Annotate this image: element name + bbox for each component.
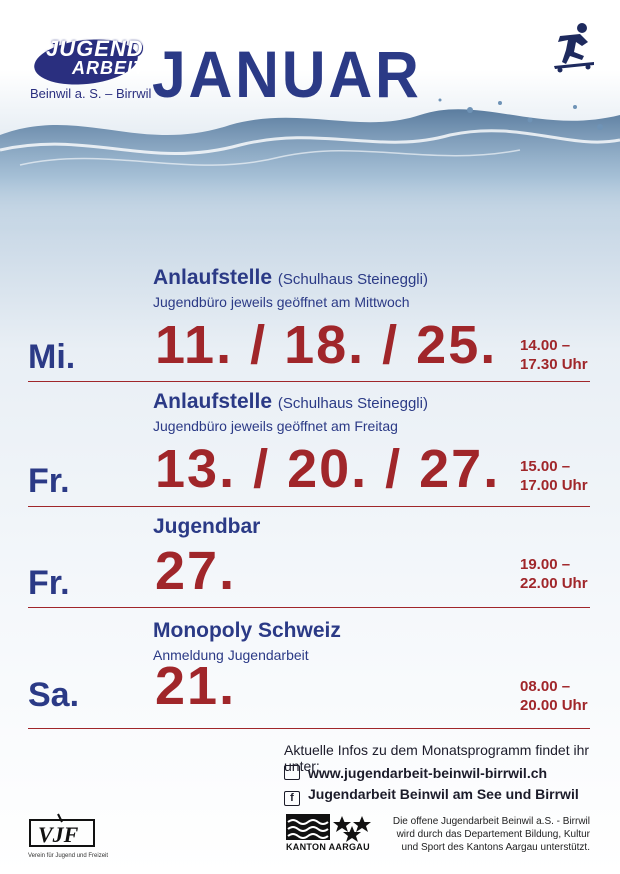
event-2-dates: 13. / 20. / 27. [155, 439, 501, 499]
divider [28, 381, 590, 382]
event-2-title [153, 390, 428, 414]
logo-subtitle: Beinwil a. S. – Birrwil [30, 86, 152, 101]
event-4-subtitle: Anmeldung Jugendarbeit [153, 647, 309, 663]
event-4-time [520, 677, 588, 715]
event-3-day: Fr. [28, 564, 70, 602]
month-title: JANUAR [152, 37, 422, 111]
event-1-location: (Schulhaus Steineggli) [277, 271, 428, 288]
info-heading: Aktuelle Infos zu dem Monatsprogramm findet ihr unter: [284, 742, 590, 774]
event-2-time-start: 15.00 – [520, 458, 571, 475]
website-link[interactable] [284, 765, 547, 781]
kanton-aargau-logo [286, 812, 380, 862]
browser-icon [284, 765, 300, 780]
event-1-name: Anlaufstelle [153, 266, 273, 289]
event-2-location: (Schulhaus Steineggli) [277, 395, 428, 412]
event-3-dates: 27. [155, 541, 237, 601]
facebook-icon: f [284, 791, 300, 806]
event-1-time-end: 17.30 Uhr [520, 356, 588, 373]
event-2-subtitle: Jugendbüro jeweils geöffnet am Freitag [153, 418, 398, 434]
divider [28, 607, 590, 608]
divider [28, 506, 590, 507]
divider [28, 728, 590, 729]
event-4-day: Sa. [28, 676, 80, 714]
vjf-caption: Verein für Jugend und Freizeit [28, 853, 109, 859]
event-4-time-end: 20.00 Uhr [520, 697, 588, 714]
funding-credit: Die offene Jugendarbeit Beinwil a.S. - Birrwil wird durch das Departement Bildung, Kultur und Sport des Kantons Aargau unterstützt. [392, 816, 590, 853]
event-4-time-start: 08.00 – [520, 678, 571, 695]
svg-text:VJF: VJF [38, 822, 79, 847]
event-2-time-end: 17.00 Uhr [520, 477, 588, 494]
website-url[interactable]: www.jugendarbeit-beinwil-birrwil.ch [308, 765, 548, 781]
skater-icon [552, 22, 596, 74]
event-2-day: Fr. [28, 462, 70, 500]
event-4-dates: 21. [155, 656, 237, 716]
event-3-title: Jugendbar [153, 515, 261, 538]
event-3-time-start: 19.00 – [520, 556, 571, 573]
event-3-time-end: 22.00 Uhr [520, 575, 588, 592]
event-2-name: Anlaufstelle [153, 390, 273, 413]
event-3-time [520, 555, 588, 593]
event-1-day: Mi. [28, 338, 76, 376]
logo-line2: ARBEIT [72, 58, 145, 78]
event-1-time [520, 336, 588, 374]
event-1-title [153, 266, 428, 290]
event-1-dates: 11. / 18. / 25. [155, 315, 498, 375]
water-splash-image [0, 95, 620, 245]
event-2-time [520, 457, 588, 495]
event-4-title: Monopoly Schweiz [153, 619, 341, 642]
event-1-time-start: 14.00 – [520, 337, 571, 354]
event-1-subtitle: Jugendbüro jeweils geöffnet am Mittwoch [153, 294, 410, 310]
facebook-name[interactable]: Jugendarbeit Beinwil am See und Birrwil [308, 786, 579, 802]
logo-line1: JUGEND [46, 36, 144, 61]
kanton-aargau-label: KANTON AARGAU [286, 842, 370, 852]
facebook-link[interactable] [284, 786, 579, 806]
